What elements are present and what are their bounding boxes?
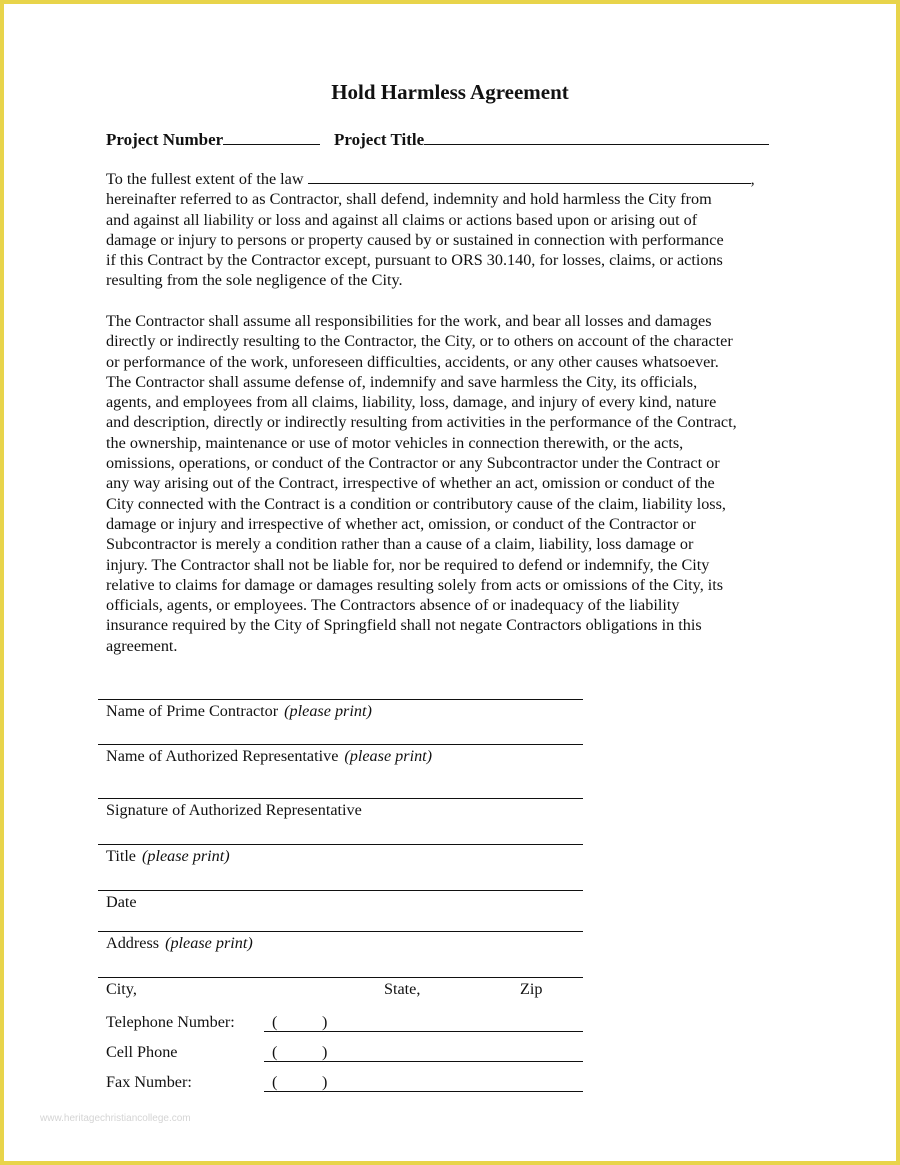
paragraph-line: Subcontractor is merely a condition rather than a cause of a claim, liability, loss damage or xyxy=(106,535,694,554)
project-title-blank[interactable] xyxy=(424,128,769,145)
contractor-name-blank[interactable] xyxy=(308,169,751,184)
cell-area-open: ( xyxy=(272,1043,278,1061)
paragraph-line: The Contractor shall assume all responsibilities for the work, and bear all losses and damages xyxy=(106,312,712,330)
fax-area-open: ( xyxy=(272,1073,278,1091)
signature-label: Signature of Authorized Representative xyxy=(106,801,362,819)
telephone-area-close: ) xyxy=(322,1013,328,1031)
paragraph-line: directly or indirectly resulting to the Contractor, the City, or to others on account of the character xyxy=(106,332,733,351)
paragraph-line: To the fullest extent of the law , xyxy=(106,170,755,188)
paragraph-line: omissions, operations, or conduct of the Contractor or any Subcontractor under the Contract or xyxy=(106,454,720,473)
address-line[interactable] xyxy=(98,931,583,932)
title-label: Title (please print) xyxy=(106,847,230,865)
city-state-zip-line[interactable] xyxy=(98,977,583,978)
paragraph-indemnity xyxy=(106,169,806,291)
paragraph-line: insurance required by the City of Springfield shall not negate Contractors obligations in this xyxy=(106,616,702,635)
paragraph-line: damage or injury to persons or property caused by or sustained in connection with performance xyxy=(106,230,724,249)
cell-line[interactable] xyxy=(264,1061,583,1062)
watermark: www.heritagechristiancollege.com xyxy=(40,1113,191,1124)
paragraph-line: and against all liability or loss and against all claims or actions based upon or arising out of xyxy=(106,210,698,229)
project-title-field[interactable] xyxy=(334,128,769,150)
paragraph-line: officials, agents, or employees. The Contractors absence of or inadequacy of the liability xyxy=(106,596,680,615)
fax-label: Fax Number: xyxy=(106,1073,192,1091)
paragraph-line: agents, and employees from all claims, liability, loss, damage, and injury of every kind, nature xyxy=(106,393,717,412)
authorized-rep-line[interactable] xyxy=(98,744,583,745)
prime-contractor-line[interactable] xyxy=(98,699,583,700)
page-title: Hold Harmless Agreement xyxy=(331,80,569,104)
project-number-field[interactable] xyxy=(106,128,320,150)
paragraph-line: hereinafter referred to as Contractor, shall defend, indemnity and hold harmless the City from xyxy=(106,190,712,209)
fax-area-close: ) xyxy=(322,1073,328,1091)
authorized-rep-label: Name of Authorized Representative (please print) xyxy=(106,747,433,765)
state-label: State, xyxy=(384,980,421,998)
cell-label: Cell Phone xyxy=(106,1043,178,1061)
paragraph-line: City connected with the Contract is a condition or contributory cause of the claim, liability loss, xyxy=(106,494,726,513)
address-label: Address (please print) xyxy=(106,934,253,952)
zip-label: Zip xyxy=(520,980,543,998)
paragraph-line: and description, directly or indirectly resulting from activities in the performance of the Contract, xyxy=(106,413,737,432)
date-line[interactable] xyxy=(98,890,583,891)
prime-contractor-label: Name of Prime Contractor (please print) xyxy=(106,702,372,720)
fax-line[interactable] xyxy=(264,1091,583,1092)
telephone-area-open: ( xyxy=(272,1013,278,1031)
paragraph-line: if this Contract by the Contractor except, pursuant to ORS 30.140, for losses, claims, or actions xyxy=(106,251,723,270)
paragraph-line: resulting from the sole negligence of the City. xyxy=(106,271,403,290)
paragraph-line: or performance of the work, unforeseen difficulties, accidents, or any other causes whatsoever. xyxy=(106,352,719,371)
paragraph-line: The Contractor shall assume defense of, indemnify and save harmless the City, its officials, xyxy=(106,372,698,391)
paragraph-responsibilities xyxy=(106,311,806,656)
project-title-label: Project Title xyxy=(334,130,425,149)
paragraph-line: injury. The Contractor shall not be liable for, nor be required to defend or indemnify, the City xyxy=(106,555,710,574)
signature-line[interactable] xyxy=(98,798,583,799)
project-number-label: Project Number xyxy=(106,130,224,149)
paragraph-line: damage or injury and irrespective of whether act, omission, or conduct of the Contractor or xyxy=(106,514,696,533)
project-number-blank[interactable] xyxy=(223,128,320,145)
paragraph-line: agreement. xyxy=(106,636,178,655)
telephone-label: Telephone Number: xyxy=(106,1013,235,1031)
paragraph-line: relative to claims for damage or damages resulting solely from acts or omissions of the City, its xyxy=(106,575,724,594)
city-label: City, xyxy=(106,980,137,998)
telephone-line[interactable] xyxy=(264,1031,583,1032)
date-label: Date xyxy=(106,893,137,911)
paragraph-line: any way arising out of the Contract, irrespective of whether an act, omission or conduct of the xyxy=(106,474,715,493)
cell-area-close: ) xyxy=(322,1043,328,1061)
paragraph-line: the ownership, maintenance or use of motor vehicles in connection therewith, or the acts, xyxy=(106,433,684,452)
title-line[interactable] xyxy=(98,844,583,845)
